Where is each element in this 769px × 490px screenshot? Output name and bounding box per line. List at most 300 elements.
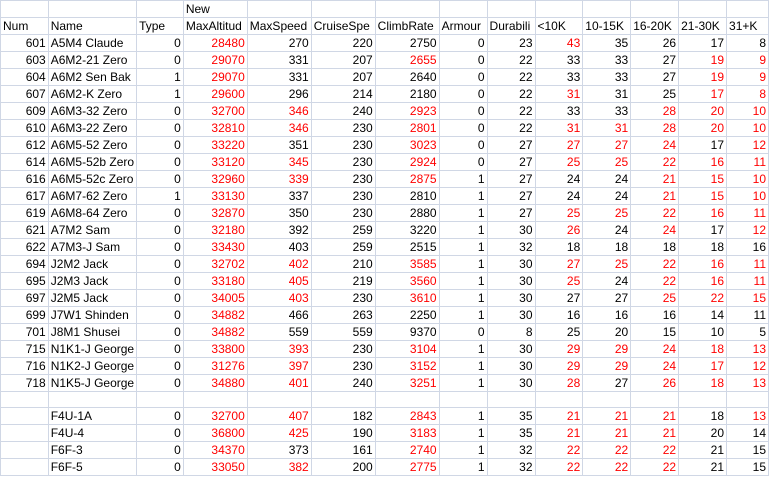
cell[interactable]: 207: [311, 52, 375, 69]
cell[interactable]: 2810: [375, 188, 439, 205]
cell[interactable]: 694: [1, 256, 49, 273]
cell[interactable]: 612: [1, 137, 49, 154]
cell[interactable]: 401: [247, 375, 311, 392]
cell[interactable]: 21: [535, 408, 583, 425]
cell[interactable]: 230: [311, 205, 375, 222]
cell[interactable]: 16: [679, 273, 727, 290]
cell[interactable]: 43: [535, 35, 583, 52]
cell[interactable]: 0: [137, 222, 184, 239]
cell[interactable]: 701: [1, 324, 49, 341]
cell[interactable]: 0: [137, 137, 184, 154]
cell[interactable]: 601: [1, 35, 49, 52]
cell[interactable]: 13: [727, 408, 769, 425]
cell[interactable]: 16: [679, 154, 727, 171]
cell[interactable]: [247, 1, 311, 18]
cell[interactable]: 351: [247, 137, 311, 154]
cell[interactable]: A6M2 Sen Bak: [48, 69, 136, 86]
cell[interactable]: 0: [137, 256, 184, 273]
cell[interactable]: 617: [1, 188, 49, 205]
cell[interactable]: 22: [535, 442, 583, 459]
cell[interactable]: 18: [679, 408, 727, 425]
cell[interactable]: 27: [631, 52, 679, 69]
cell[interactable]: 296: [247, 86, 311, 103]
cell[interactable]: 35: [487, 408, 535, 425]
cell[interactable]: 29070: [183, 69, 247, 86]
cell[interactable]: [1, 408, 49, 425]
cell[interactable]: 3560: [375, 273, 439, 290]
cell[interactable]: [375, 392, 439, 408]
cell[interactable]: [48, 392, 136, 408]
cell[interactable]: [1, 425, 49, 442]
cell[interactable]: 2775: [375, 459, 439, 476]
cell[interactable]: 31: [535, 86, 583, 103]
cell[interactable]: 28480: [183, 35, 247, 52]
cell[interactable]: 25: [583, 205, 631, 222]
cell[interactable]: 31: [583, 120, 631, 137]
cell[interactable]: 18: [679, 239, 727, 256]
cell[interactable]: 20: [583, 324, 631, 341]
cell[interactable]: [183, 392, 247, 408]
cell[interactable]: 2655: [375, 52, 439, 69]
cell[interactable]: 27: [583, 375, 631, 392]
cell[interactable]: 21: [679, 459, 727, 476]
cell[interactable]: 18: [535, 239, 583, 256]
column-header[interactable]: <10K: [535, 18, 583, 35]
column-header[interactable]: 16-20K: [631, 18, 679, 35]
cell-new-label[interactable]: New: [183, 1, 247, 18]
cell[interactable]: 8: [487, 324, 535, 341]
cell[interactable]: 1: [137, 188, 184, 205]
cell[interactable]: 14: [679, 307, 727, 324]
cell[interactable]: 34882: [183, 324, 247, 341]
cell[interactable]: 33: [535, 69, 583, 86]
column-header[interactable]: Durabili: [487, 18, 535, 35]
cell[interactable]: 3183: [375, 425, 439, 442]
cell[interactable]: 18: [631, 239, 679, 256]
cell[interactable]: 8: [727, 86, 769, 103]
cell[interactable]: 27: [631, 69, 679, 86]
cell[interactable]: 0: [439, 120, 487, 137]
cell[interactable]: 21: [631, 425, 679, 442]
cell[interactable]: 22: [583, 459, 631, 476]
cell[interactable]: 19: [679, 69, 727, 86]
column-header[interactable]: Num: [1, 18, 49, 35]
cell[interactable]: 32: [487, 239, 535, 256]
cell[interactable]: N1K2-J George: [48, 358, 136, 375]
cell[interactable]: 17: [679, 137, 727, 154]
cell[interactable]: [311, 1, 375, 18]
cell[interactable]: 230: [311, 154, 375, 171]
cell[interactable]: F4U-4: [48, 425, 136, 442]
cell[interactable]: 12: [727, 358, 769, 375]
cell[interactable]: 15: [727, 290, 769, 307]
cell[interactable]: A5M4 Claude: [48, 35, 136, 52]
cell[interactable]: 33430: [183, 239, 247, 256]
cell[interactable]: 34880: [183, 375, 247, 392]
cell[interactable]: 346: [247, 120, 311, 137]
cell[interactable]: 337: [247, 188, 311, 205]
cell[interactable]: 32702: [183, 256, 247, 273]
cell[interactable]: 2180: [375, 86, 439, 103]
cell[interactable]: 33: [583, 103, 631, 120]
cell[interactable]: 26: [535, 222, 583, 239]
cell[interactable]: A6M5-52 Zero: [48, 137, 136, 154]
cell[interactable]: 2923: [375, 103, 439, 120]
cell[interactable]: A7M2 Sam: [48, 222, 136, 239]
cell[interactable]: 25: [535, 273, 583, 290]
cell[interactable]: 33: [583, 52, 631, 69]
cell[interactable]: 0: [439, 86, 487, 103]
cell[interactable]: 220: [311, 35, 375, 52]
cell[interactable]: 34882: [183, 307, 247, 324]
cell[interactable]: 607: [1, 86, 49, 103]
cell[interactable]: 31276: [183, 358, 247, 375]
cell[interactable]: 240: [311, 375, 375, 392]
cell[interactable]: [487, 1, 535, 18]
column-header[interactable]: MaxAltitud: [183, 18, 247, 35]
column-header[interactable]: Armour: [439, 18, 487, 35]
cell[interactable]: [487, 392, 535, 408]
cell[interactable]: 21: [535, 425, 583, 442]
cell[interactable]: 34370: [183, 442, 247, 459]
cell[interactable]: 219: [311, 273, 375, 290]
cell[interactable]: A6M3-32 Zero: [48, 103, 136, 120]
cell[interactable]: 0: [137, 408, 184, 425]
cell[interactable]: 27: [583, 290, 631, 307]
cell[interactable]: 0: [137, 120, 184, 137]
cell[interactable]: 10: [727, 103, 769, 120]
cell[interactable]: [535, 1, 583, 18]
cell[interactable]: 3023: [375, 137, 439, 154]
cell[interactable]: 16: [631, 307, 679, 324]
cell[interactable]: 25: [535, 154, 583, 171]
cell[interactable]: 20: [679, 120, 727, 137]
cell[interactable]: 11: [727, 273, 769, 290]
cell[interactable]: [439, 392, 487, 408]
cell[interactable]: 614: [1, 154, 49, 171]
cell[interactable]: 13: [727, 375, 769, 392]
cell[interactable]: [631, 1, 679, 18]
cell[interactable]: 331: [247, 69, 311, 86]
cell[interactable]: 9370: [375, 324, 439, 341]
cell[interactable]: 33220: [183, 137, 247, 154]
cell[interactable]: 397: [247, 358, 311, 375]
cell[interactable]: 182: [311, 408, 375, 425]
cell[interactable]: 21: [583, 408, 631, 425]
cell[interactable]: 345: [247, 154, 311, 171]
cell[interactable]: 24: [631, 137, 679, 154]
cell[interactable]: F6F-3: [48, 442, 136, 459]
cell[interactable]: A6M5-52c Zero: [48, 171, 136, 188]
cell[interactable]: 27: [487, 188, 535, 205]
cell[interactable]: 230: [311, 137, 375, 154]
cell[interactable]: 0: [439, 35, 487, 52]
cell[interactable]: 621: [1, 222, 49, 239]
cell[interactable]: 609: [1, 103, 49, 120]
cell[interactable]: 259: [311, 239, 375, 256]
cell[interactable]: J7W1 Shinden: [48, 307, 136, 324]
cell[interactable]: N1K5-J George: [48, 375, 136, 392]
cell[interactable]: 5: [727, 324, 769, 341]
cell[interactable]: 10: [679, 324, 727, 341]
cell[interactable]: 11: [727, 307, 769, 324]
cell[interactable]: [631, 392, 679, 408]
cell[interactable]: A6M8-64 Zero: [48, 205, 136, 222]
cell[interactable]: [679, 392, 727, 408]
cell[interactable]: 22: [487, 69, 535, 86]
cell[interactable]: 29070: [183, 52, 247, 69]
cell[interactable]: 29: [535, 341, 583, 358]
cell[interactable]: 1: [439, 222, 487, 239]
cell[interactable]: 22: [487, 86, 535, 103]
cell[interactable]: 405: [247, 273, 311, 290]
cell[interactable]: 30: [487, 256, 535, 273]
cell[interactable]: 30: [487, 222, 535, 239]
cell[interactable]: 24: [631, 341, 679, 358]
cell[interactable]: 25: [535, 205, 583, 222]
cell[interactable]: 30: [487, 273, 535, 290]
cell[interactable]: 373: [247, 442, 311, 459]
cell[interactable]: 27: [583, 137, 631, 154]
cell[interactable]: 16: [727, 239, 769, 256]
column-header[interactable]: MaxSpeed: [247, 18, 311, 35]
cell[interactable]: 33180: [183, 273, 247, 290]
cell[interactable]: 22: [631, 273, 679, 290]
cell[interactable]: 3104: [375, 341, 439, 358]
cell[interactable]: 263: [311, 307, 375, 324]
cell[interactable]: 0: [137, 459, 184, 476]
cell[interactable]: [535, 392, 583, 408]
cell[interactable]: 210: [311, 256, 375, 273]
cell[interactable]: 21: [679, 442, 727, 459]
cell[interactable]: 2750: [375, 35, 439, 52]
cell[interactable]: 32870: [183, 205, 247, 222]
cell[interactable]: 25: [631, 86, 679, 103]
cell[interactable]: 9: [727, 69, 769, 86]
cell[interactable]: 2924: [375, 154, 439, 171]
cell[interactable]: 30: [487, 375, 535, 392]
cell[interactable]: 718: [1, 375, 49, 392]
cell[interactable]: 270: [247, 35, 311, 52]
cell[interactable]: 33120: [183, 154, 247, 171]
cell[interactable]: F4U-1A: [48, 408, 136, 425]
cell[interactable]: 20: [679, 103, 727, 120]
cell[interactable]: 0: [137, 154, 184, 171]
cell[interactable]: 10: [727, 188, 769, 205]
cell[interactable]: 230: [311, 341, 375, 358]
cell[interactable]: 16: [679, 205, 727, 222]
cell[interactable]: 616: [1, 171, 49, 188]
cell[interactable]: 15: [727, 459, 769, 476]
cell[interactable]: 33: [583, 69, 631, 86]
cell[interactable]: 30: [487, 358, 535, 375]
cell[interactable]: 619: [1, 205, 49, 222]
cell[interactable]: 3585: [375, 256, 439, 273]
column-header[interactable]: CruiseSpe: [311, 18, 375, 35]
cell[interactable]: 0: [137, 35, 184, 52]
cell[interactable]: 715: [1, 341, 49, 358]
cell[interactable]: 27: [535, 256, 583, 273]
cell[interactable]: 22: [631, 256, 679, 273]
cell[interactable]: 0: [439, 69, 487, 86]
cell[interactable]: 3220: [375, 222, 439, 239]
cell[interactable]: 1: [439, 375, 487, 392]
cell[interactable]: 2640: [375, 69, 439, 86]
cell[interactable]: 22: [487, 52, 535, 69]
cell[interactable]: 15: [631, 324, 679, 341]
cell[interactable]: 1: [439, 307, 487, 324]
cell[interactable]: [727, 392, 769, 408]
cell[interactable]: 161: [311, 442, 375, 459]
cell[interactable]: 31: [583, 86, 631, 103]
cell[interactable]: 15: [727, 442, 769, 459]
cell[interactable]: 34005: [183, 290, 247, 307]
cell[interactable]: 559: [247, 324, 311, 341]
cell[interactable]: 12: [727, 222, 769, 239]
cell[interactable]: 26: [631, 375, 679, 392]
cell[interactable]: 18: [583, 239, 631, 256]
cell[interactable]: 16: [583, 307, 631, 324]
cell[interactable]: 230: [311, 290, 375, 307]
cell[interactable]: 622: [1, 239, 49, 256]
cell[interactable]: 603: [1, 52, 49, 69]
cell[interactable]: A6M5-52b Zero: [48, 154, 136, 171]
cell[interactable]: 200: [311, 459, 375, 476]
cell[interactable]: 25: [535, 324, 583, 341]
cell[interactable]: 403: [247, 290, 311, 307]
cell[interactable]: 393: [247, 341, 311, 358]
cell[interactable]: 604: [1, 69, 49, 86]
cell[interactable]: 11: [727, 256, 769, 273]
cell[interactable]: 1: [439, 442, 487, 459]
cell[interactable]: 1: [439, 188, 487, 205]
cell[interactable]: J2M5 Jack: [48, 290, 136, 307]
cell[interactable]: 25: [583, 256, 631, 273]
cell[interactable]: 33050: [183, 459, 247, 476]
cell[interactable]: 16: [535, 307, 583, 324]
cell[interactable]: 230: [311, 358, 375, 375]
cell[interactable]: 24: [535, 171, 583, 188]
cell[interactable]: 0: [439, 324, 487, 341]
cell[interactable]: 19: [679, 52, 727, 69]
cell[interactable]: 699: [1, 307, 49, 324]
cell[interactable]: 28: [535, 375, 583, 392]
cell[interactable]: 11: [727, 205, 769, 222]
cell[interactable]: 22: [535, 459, 583, 476]
cell[interactable]: 0: [137, 358, 184, 375]
cell[interactable]: [679, 1, 727, 18]
cell[interactable]: 259: [311, 222, 375, 239]
cell[interactable]: 30: [487, 290, 535, 307]
cell[interactable]: 207: [311, 69, 375, 86]
cell[interactable]: 24: [631, 358, 679, 375]
cell[interactable]: J2M2 Jack: [48, 256, 136, 273]
cell[interactable]: 392: [247, 222, 311, 239]
cell[interactable]: [583, 392, 631, 408]
cell[interactable]: 32: [487, 442, 535, 459]
cell[interactable]: 35: [487, 425, 535, 442]
cell[interactable]: 20: [679, 425, 727, 442]
cell[interactable]: 21: [631, 171, 679, 188]
cell[interactable]: J2M3 Jack: [48, 273, 136, 290]
cell[interactable]: [247, 392, 311, 408]
cell[interactable]: 1: [439, 273, 487, 290]
cell[interactable]: 18: [679, 375, 727, 392]
cell[interactable]: J8M1 Shusei: [48, 324, 136, 341]
cell[interactable]: 9: [727, 52, 769, 69]
cell[interactable]: 0: [137, 52, 184, 69]
cell[interactable]: 31: [535, 120, 583, 137]
cell[interactable]: 32180: [183, 222, 247, 239]
cell[interactable]: 10: [727, 171, 769, 188]
cell[interactable]: 695: [1, 273, 49, 290]
cell[interactable]: A6M3-22 Zero: [48, 120, 136, 137]
cell[interactable]: 22: [583, 442, 631, 459]
cell[interactable]: 27: [487, 137, 535, 154]
cell[interactable]: 18: [679, 341, 727, 358]
cell[interactable]: [311, 392, 375, 408]
cell[interactable]: 0: [137, 324, 184, 341]
cell[interactable]: 1: [439, 171, 487, 188]
cell[interactable]: 402: [247, 256, 311, 273]
cell[interactable]: 1: [439, 290, 487, 307]
cell[interactable]: 29600: [183, 86, 247, 103]
cell[interactable]: [137, 392, 184, 408]
cell[interactable]: 22: [631, 459, 679, 476]
cell[interactable]: 32960: [183, 171, 247, 188]
cell[interactable]: 22: [631, 442, 679, 459]
cell[interactable]: 29: [583, 358, 631, 375]
cell[interactable]: 24: [535, 188, 583, 205]
cell[interactable]: [48, 1, 136, 18]
cell[interactable]: 17: [679, 222, 727, 239]
cell[interactable]: 697: [1, 290, 49, 307]
cell[interactable]: 29: [535, 358, 583, 375]
cell[interactable]: 16: [679, 256, 727, 273]
cell[interactable]: 1: [439, 341, 487, 358]
cell[interactable]: 22: [679, 290, 727, 307]
cell[interactable]: 0: [137, 273, 184, 290]
cell[interactable]: 26: [631, 35, 679, 52]
cell[interactable]: 0: [137, 239, 184, 256]
cell[interactable]: 1: [439, 256, 487, 273]
cell[interactable]: 1: [439, 425, 487, 442]
column-header[interactable]: 21-30K: [679, 18, 727, 35]
cell[interactable]: [1, 392, 49, 408]
cell[interactable]: 0: [137, 103, 184, 120]
cell[interactable]: 15: [679, 171, 727, 188]
cell[interactable]: 1: [137, 86, 184, 103]
cell[interactable]: 1: [137, 69, 184, 86]
cell[interactable]: 610: [1, 120, 49, 137]
cell[interactable]: 25: [631, 290, 679, 307]
cell[interactable]: 0: [137, 341, 184, 358]
cell[interactable]: 14: [727, 425, 769, 442]
cell[interactable]: A6M7-62 Zero: [48, 188, 136, 205]
cell[interactable]: 10: [727, 120, 769, 137]
cell[interactable]: 3610: [375, 290, 439, 307]
cell[interactable]: 350: [247, 205, 311, 222]
cell[interactable]: 1: [439, 239, 487, 256]
column-header[interactable]: Name: [48, 18, 136, 35]
cell[interactable]: 190: [311, 425, 375, 442]
cell[interactable]: 22: [487, 120, 535, 137]
cell[interactable]: 382: [247, 459, 311, 476]
cell[interactable]: [727, 1, 769, 18]
cell[interactable]: 33: [535, 103, 583, 120]
cell[interactable]: 0: [137, 375, 184, 392]
cell[interactable]: 466: [247, 307, 311, 324]
